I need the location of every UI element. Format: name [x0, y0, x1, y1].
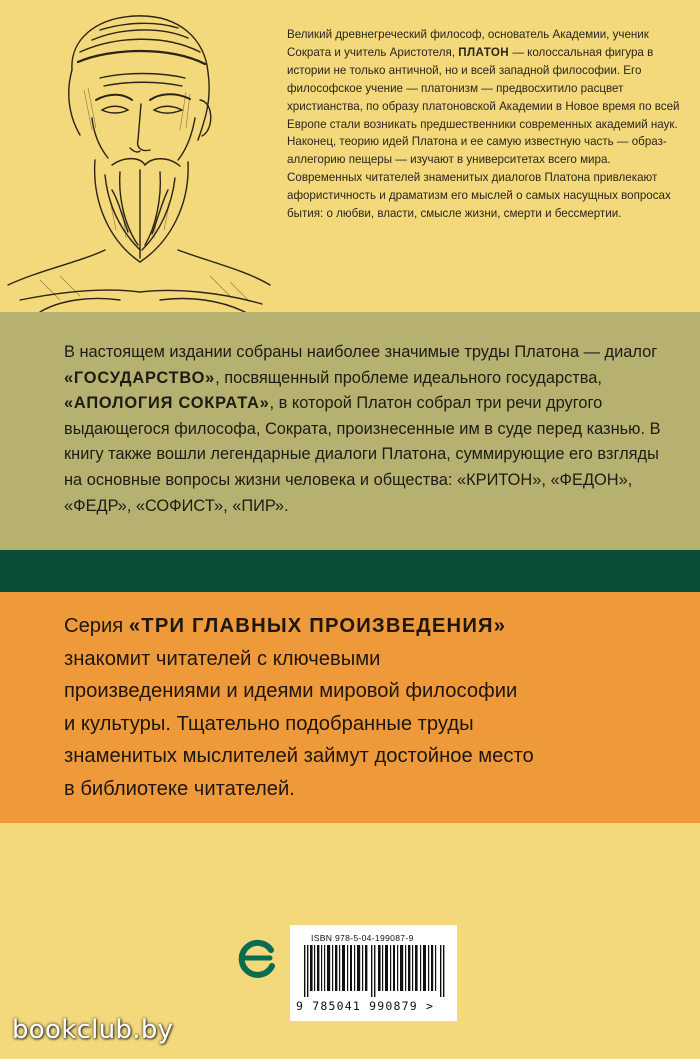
dialogues-list: «КРИТОН», «ФЕДОН», «ФЕДР», «СОФИСТ», «ПИР».	[64, 470, 633, 515]
author-name: ПЛАТОН	[458, 45, 510, 59]
series-description	[64, 610, 694, 806]
work-title-apology: «АПОЛОГИЯ СОКРАТА»	[64, 394, 270, 413]
author-description	[287, 26, 682, 223]
series-prefix: Серия	[64, 615, 129, 637]
eksmo-logo-icon	[238, 938, 278, 978]
plato-portrait	[0, 0, 275, 312]
series-line-6: в библиотеке читателей.	[64, 777, 295, 800]
edition-contents-section	[0, 312, 700, 550]
series-line-2: знакомит читателей с ключевыми	[64, 647, 381, 670]
series-line-3: произведениями и идеями мировой философии	[64, 680, 518, 703]
isbn-label: ISBN 978-5-04-199087-9	[311, 933, 414, 943]
divider-strip	[0, 550, 700, 592]
author-intro: Великий древнегреческий философ, основатель Академии, ученик Сократа и учитель Аристотеля,	[287, 28, 649, 59]
top-section	[0, 0, 700, 312]
barcode-bars	[304, 945, 446, 997]
series-section	[0, 592, 700, 823]
series-line-5: знаменитых мыслителей займут достойное место	[64, 745, 534, 768]
edition-description	[64, 340, 674, 519]
isbn-digits: 9 785041 990879 >	[296, 999, 435, 1013]
watermark: bookclub.by	[12, 1015, 174, 1045]
barcode	[290, 925, 457, 1021]
edition-text-2: , посвященный проблеме идеального государства,	[215, 368, 602, 387]
series-title: «ТРИ ГЛАВНЫХ ПРОИЗВЕДЕНИЯ»	[128, 615, 507, 637]
author-body: — колоссальная фигура в истории не только античной, но и всей западной философии. Его философское учение — платонизм — предвосхитило расцвет христианства, по образу платоновской Академии в Новое время по всей Европе стали возникать предшественники современных академий наук. Наконец, теорию идей Платона и ее самую известную часть — образ-аллегорию пещеры — изучают в университетах всего мира. Современных читателей знаменитых диалогов Платона привлекают афористичность и драматизм его мыслей о самых насущных вопросах бытия: о любви, власти, смысле жизни, смерти и бессмертии.	[287, 45, 680, 221]
series-line-4: и культуры. Тщательно подобранные труды	[64, 712, 474, 735]
edition-text-3: , в которой Платон собрал три речи другого выдающегося философа, Сократа, произнесенные им в суде перед казнью. В книгу также вошли легендарные диалоги Платона, суммирующие его взгляды на основные вопросы жизни человека и общества:	[64, 394, 661, 489]
work-title-republic: «ГОСУДАРСТВО»	[64, 368, 216, 387]
edition-text-1: В настоящем издании собраны наиболее значимые труды Платона — диалог	[64, 343, 658, 361]
